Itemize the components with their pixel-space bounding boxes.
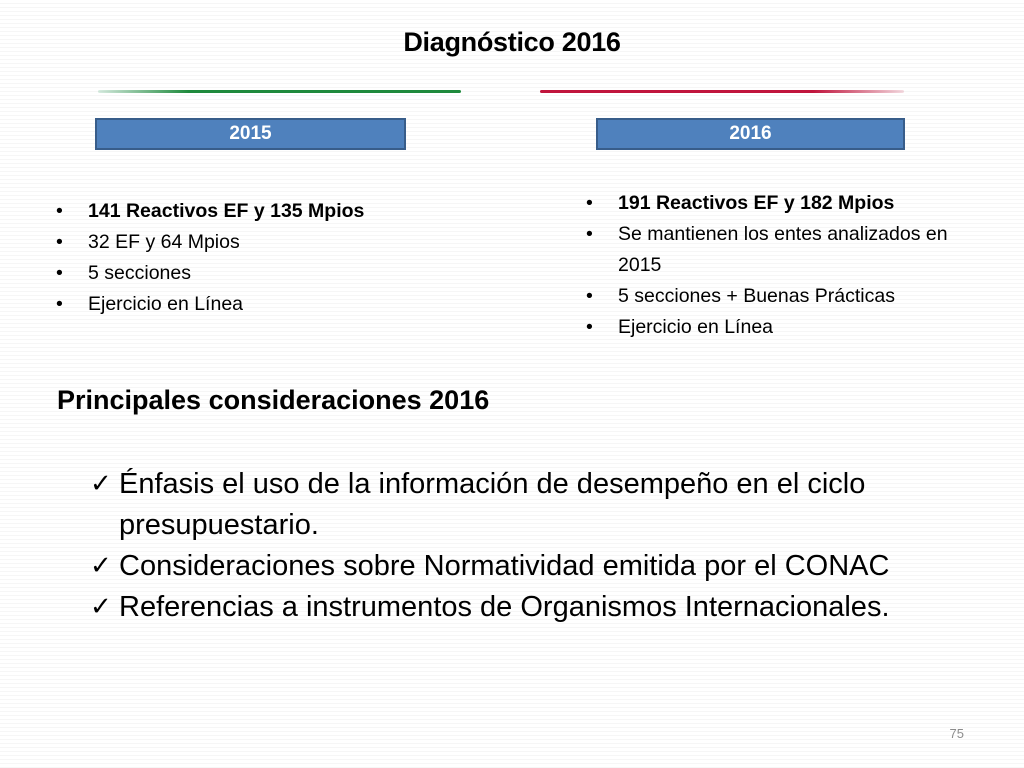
- list-item-text: Ejercicio en Línea: [618, 316, 774, 338]
- list-item: [586, 188, 986, 219]
- page-number: 75: [949, 726, 964, 741]
- list-item: [56, 196, 496, 227]
- considerations-list: [90, 464, 990, 628]
- bullet-icon: •: [56, 262, 63, 284]
- checkmark-icon: ✓: [90, 551, 112, 581]
- bullet-icon: •: [586, 316, 593, 338]
- list-item-text: Referencias a instrumentos de Organismos Internacionales.: [119, 591, 890, 623]
- green-divider-line: [98, 90, 461, 93]
- list-item-text: 5 secciones + Buenas Prácticas: [618, 285, 895, 307]
- list-item-text: Ejercicio en Línea: [88, 293, 244, 315]
- list-item: [586, 281, 986, 312]
- list-item-text: Se mantienen los entes analizados en 2015: [618, 223, 948, 276]
- bullet-icon: •: [56, 231, 63, 253]
- list-item: [56, 258, 496, 289]
- bullet-icon: •: [586, 285, 593, 307]
- list-item-text: 141 Reactivos EF y 135 Mpios: [88, 200, 365, 222]
- list-item: [90, 546, 990, 587]
- list-item-text: 5 secciones: [88, 262, 191, 284]
- red-divider-line: [540, 90, 904, 93]
- bullet-icon: •: [56, 200, 63, 222]
- list-item: [56, 227, 496, 258]
- year-box-2016: 2016: [596, 118, 905, 150]
- bullet-icon: •: [586, 192, 593, 214]
- list-item-text: 191 Reactivos EF y 182 Mpios: [618, 192, 895, 214]
- list-item: [586, 312, 986, 343]
- list-item: [586, 219, 986, 281]
- checkmark-icon: ✓: [90, 592, 112, 622]
- bullet-icon: •: [56, 293, 63, 315]
- list-item-text: 32 EF y 64 Mpios: [88, 231, 240, 253]
- list-item-text: Énfasis el uso de la información de desempeño en el ciclo presupuestario.: [119, 468, 866, 541]
- bullet-icon: •: [586, 223, 593, 245]
- list-item: [56, 289, 496, 320]
- checkmark-icon: ✓: [90, 469, 112, 499]
- bullet-list-2015: [56, 196, 496, 320]
- year-box-2015: 2015: [95, 118, 406, 150]
- list-item-text: Consideraciones sobre Normatividad emitida por el CONAC: [119, 550, 890, 582]
- slide-title: Diagnóstico 2016: [403, 27, 621, 57]
- considerations-heading: Principales consideraciones 2016: [57, 385, 490, 415]
- list-item: [90, 464, 990, 546]
- list-item: [90, 587, 990, 628]
- bullet-list-2016: [586, 188, 986, 343]
